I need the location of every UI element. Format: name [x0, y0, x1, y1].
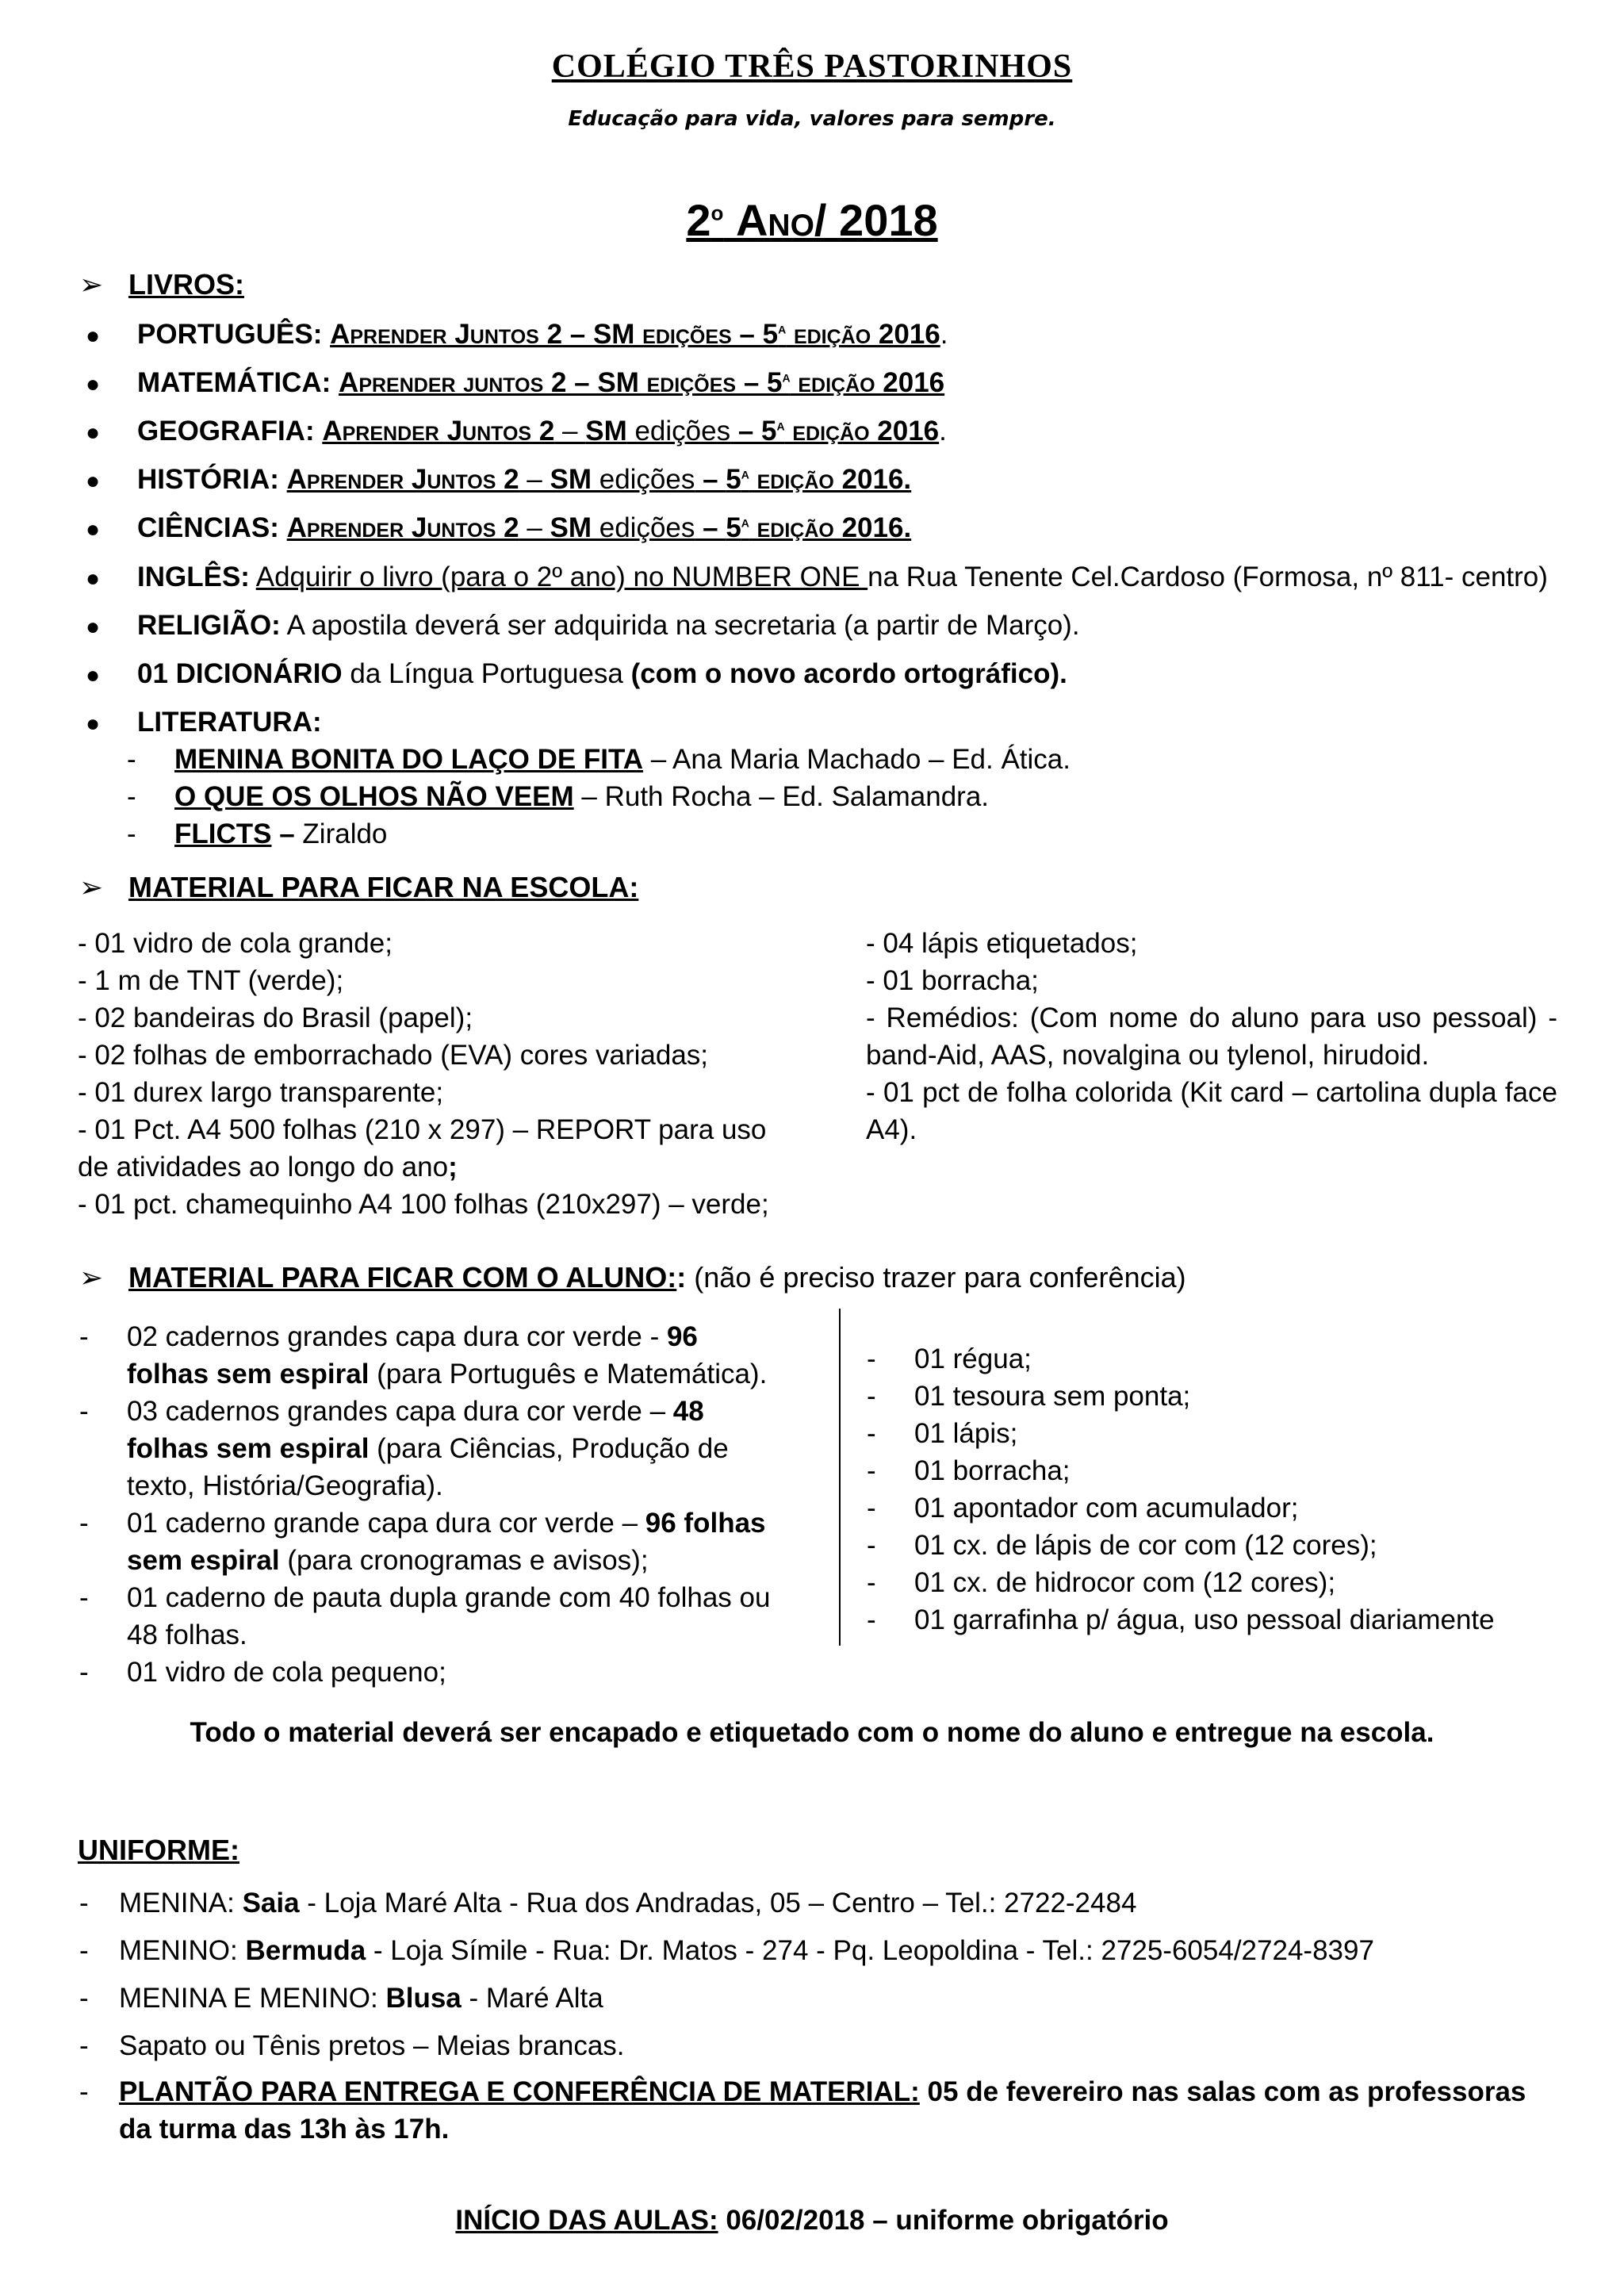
year-text: Ano/ 2018	[735, 195, 938, 245]
book-ingles: ● INGLÊS: Adquirir o livro (para o 2º ano) no NUMBER ONE na Rua Tenente Cel.Cardoso (Formosa, nº 811- centro)	[86, 562, 1548, 592]
year-number: 2	[686, 195, 711, 245]
book-literatura: ● LITERATURA:	[86, 707, 322, 738]
bullet-icon: ●	[86, 419, 101, 446]
list-item: - 01 pct de folha colorida (Kit card – cartolina dupla face A4).	[866, 1077, 1557, 1145]
material-note: Todo o material deverá ser encapado e etiquetado com o nome do aluno e entregue na escola.	[190, 1717, 1434, 1748]
list-item: - 02 bandeiras do Brasil (papel);	[78, 1002, 473, 1033]
book-title: Aprender juntos 2 – SM edições – 5$^a$ edição 2016	[339, 367, 945, 398]
section-escola	[79, 871, 638, 904]
list-item: - 01 caderno grande capa dura cor verde – 96 folhas sem espiral (para cronogramas e avisos);	[79, 1508, 766, 1576]
book-ciencias: ● CIÊNCIAS: Aprender Juntos 2 – SM edições – 5$^a$ edição 2016.	[86, 512, 912, 543]
section-uniforme-heading: UNIFORME:	[78, 1834, 239, 1866]
list-item: - 01 lápis;	[867, 1418, 1018, 1449]
list-item: - 01 caderno de pauta dupla grande com 40 folhas ou 48 folhas.	[79, 1582, 771, 1650]
inicio-aulas: INÍCIO DAS AULAS: 06/02/2018 – uniforme obrigatório	[455, 2205, 1169, 2236]
bullet-icon: ●	[86, 370, 101, 397]
list-item: - 01 Pct. A4 500 folhas (210 x 297) – REPORT para uso	[78, 1114, 767, 1145]
list-item: - 01 vidro de cola pequeno;	[79, 1657, 446, 1688]
list-item: - 01 régua;	[867, 1343, 1032, 1374]
list-item: - 04 lápis etiquetados;	[866, 928, 1138, 959]
bullet-icon: ●	[86, 710, 101, 737]
bullet-icon: ●	[86, 467, 101, 494]
list-item: - 01 pct. chamequinho A4 100 folhas (210x297) – verde;	[78, 1189, 769, 1220]
book-title: Aprender Juntos 2 – SM edições – 5$^a$ edição 2016	[330, 319, 940, 350]
section-escola-heading: MATERIAL PARA FICAR NA ESCOLA:	[128, 871, 639, 903]
list-item: - 01 durex largo transparente;	[78, 1077, 444, 1108]
section-livros-heading: LIVROS:	[128, 268, 245, 301]
column-divider	[839, 1309, 841, 1646]
list-item: - 01 borracha;	[867, 1455, 1071, 1486]
escola-right-column	[866, 925, 1557, 1148]
book-historia: ● HISTÓRIA: Aprender Juntos 2 – SM edições – 5$^a$ edição 2016.	[86, 464, 912, 495]
arrow-bullet-icon: ➢	[79, 871, 104, 903]
uniform-item: - MENINA: Saia - Loja Maré Alta - Rua dos Andradas, 05 – Centro – Tel.: 2722-2484	[79, 1888, 1137, 1918]
book-title: Aprender Juntos 2 – SM edições – 5$^a$ edição 2016.	[286, 464, 912, 495]
list-item: - 02 cadernos grandes capa dura cor verde - 96 folhas sem espiral (para Português e Matemática).	[79, 1321, 768, 1389]
list-item: - 01 cx. de lápis de cor com (12 cores);	[867, 1530, 1377, 1561]
list-item: - 03 cadernos grandes capa dura cor verde – 48 folhas sem espiral (para Ciências, Produção de texto, História/Geografia).	[79, 1396, 729, 1501]
list-item: - 01 cx. de hidrocor com (12 cores);	[867, 1567, 1336, 1598]
bullet-icon: ●	[86, 661, 101, 688]
uniform-item: - MENINA E MENINO: Blusa - Maré Alta	[79, 1983, 603, 2014]
bullet-icon: ●	[86, 516, 101, 542]
book-portugues: ● PORTUGUÊS: Aprender Juntos 2 – SM edições – 5$^a$ edição 2016.	[86, 319, 948, 350]
list-item: - Remédios: (Com nome do aluno para uso pessoal) - band-Aid, AAS, novalgina ou tylenol, hirudoid.	[866, 1002, 1557, 1071]
aluno-left-list	[79, 1318, 777, 1691]
school-motto: Educação para vida, valores para sempre.	[568, 107, 1056, 131]
book-title: Aprender Juntos 2 – SM edições – 5$^a$ edição 2016	[322, 416, 940, 447]
aluno-right-list	[867, 1340, 1580, 1639]
bullet-icon: ●	[86, 322, 101, 349]
list-item: - 01 garrafinha p/ água, uso pessoal diariamente	[867, 1604, 1495, 1635]
list-item: - 02 folhas de emborrachado (EVA) cores variadas;	[78, 1040, 709, 1071]
section-aluno-note: (não é preciso trazer para conferência)	[686, 1261, 1186, 1294]
arrow-bullet-icon: ➢	[79, 1261, 104, 1294]
book-geografia: ● GEOGRAFIA: Aprender Juntos 2 – SM edições – 5$^a$ edição 2016.	[86, 416, 947, 447]
bullet-icon: ●	[86, 613, 101, 640]
list-item: - 01 vidro de cola grande;	[78, 928, 393, 959]
literature-item: - FLICTS – Ziraldo	[127, 818, 388, 849]
book-title: Aprender Juntos 2 – SM edições – 5$^a$ edição 2016.	[286, 512, 912, 543]
list-item: - 1 m de TNT (verde);	[78, 965, 344, 996]
literature-item: - O QUE OS OLHOS NÃO VEEM – Ruth Rocha – Ed. Salamandra.	[127, 781, 990, 812]
uniform-item: - MENINO: Bermuda - Loja Símile - Rua: Dr. Matos - 274 - Pq. Leopoldina - Tel.: 2725-6054/2724-8397	[79, 1935, 1374, 1966]
class-year-title	[0, 194, 1624, 246]
list-item: - 01 borracha;	[866, 965, 1039, 996]
section-aluno-heading: MATERIAL PARA FICAR COM O ALUNO:	[128, 1261, 677, 1294]
plantao-notice: - PLANTÃO PARA ENTREGA E CONFERÊNCIA DE MATERIAL: 05 de fevereiro nas salas com as professoras da turma das 13h às 17h.	[79, 2076, 1526, 2145]
book-religiao: ● RELIGIÃO: A apostila deverá ser adquirida na secretaria (a partir de Março).	[86, 610, 1080, 641]
list-item: - 01 apontador com acumulador;	[867, 1493, 1299, 1524]
school-name: COLÉGIO TRÊS PASTORINHOS	[551, 48, 1073, 85]
list-item: de atividades ao longo do ano;	[78, 1152, 458, 1182]
section-livros	[79, 268, 244, 301]
uniform-item: - Sapato ou Tênis pretos – Meias brancas.	[79, 2030, 625, 2061]
escola-left-column	[78, 925, 791, 1223]
book-matematica: ● MATEMÁTICA: Aprender juntos 2 – SM edições – 5$^a$ edição 2016	[86, 367, 945, 398]
year-ordinal: o	[710, 201, 724, 225]
literature-item: - MENINA BONITA DO LAÇO DE FITA – Ana Maria Machado – Ed. Ática.	[127, 744, 1071, 775]
arrow-bullet-icon: ➢	[79, 268, 104, 301]
section-aluno: ➢ MATERIAL PARA FICAR COM O ALUNO:: (não é preciso trazer para conferência)	[79, 1261, 1186, 1294]
book-dicionario: ● 01 DICIONÁRIO da Língua Portuguesa (com o novo acordo ortográfico).	[86, 658, 1067, 689]
list-item: - 01 tesoura sem ponta;	[867, 1381, 1191, 1412]
bullet-icon: ●	[86, 565, 101, 592]
